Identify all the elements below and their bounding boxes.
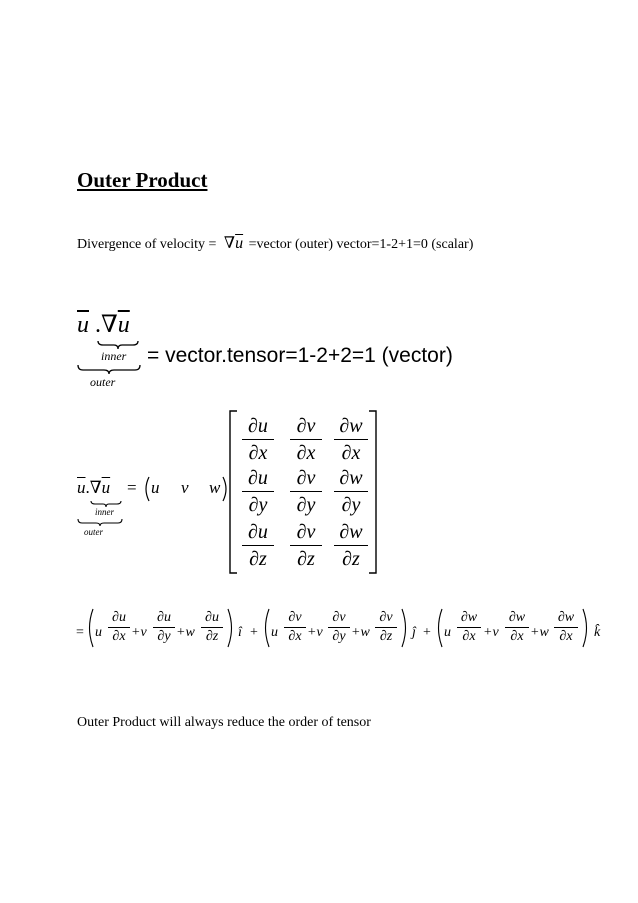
expr1-result: = vector.tensor=1-2+2=1 (vector) [147, 344, 453, 367]
divergence-label: Divergence of velocity = [77, 237, 217, 252]
matrix-left-bracket [228, 410, 238, 574]
plus-sign: + [423, 625, 431, 640]
matrix-cell: ∂w ∂y [334, 468, 368, 515]
coef-u: u [95, 625, 102, 640]
expr2-nabla: ∇ [89, 478, 102, 497]
expr1-inner-label: inner [101, 349, 127, 363]
expr2-outer-label: outer [84, 527, 103, 537]
expr1-nabla: ∇ [101, 312, 118, 338]
group-j-left-paren [262, 608, 270, 648]
matrix-cell: ∂u ∂x [242, 416, 274, 463]
coef-w: +w [530, 625, 549, 640]
group-j-right-paren [401, 608, 409, 648]
expr2-equals: = [127, 478, 137, 497]
matrix-cell: ∂u ∂z [242, 522, 274, 569]
row-vector-v: v [181, 478, 189, 497]
expr1-outer-label: outer [90, 375, 116, 389]
matrix-cell: ∂v ∂x [290, 416, 322, 463]
expansion-fraction: ∂w ∂x [457, 611, 481, 644]
expansion-fraction: ∂w ∂x [554, 611, 578, 644]
coef-w: +w [176, 625, 195, 640]
row-vector-left-paren [142, 476, 150, 502]
conclusion-note: Outer Product will always reduce the order of tensor [77, 715, 371, 730]
group-i-right-paren [227, 608, 235, 648]
matrix-cell: ∂u ∂y [242, 468, 274, 515]
expr1-dot: . [89, 312, 101, 338]
matrix-cell: ∂v ∂y [290, 468, 322, 515]
expansion-fraction: ∂w ∂x [505, 611, 529, 644]
matrix-cell: ∂w ∂z [334, 522, 368, 569]
expansion-fraction: ∂v ∂y [328, 611, 350, 644]
coef-w: +w [351, 625, 370, 640]
unit-vector-k: k̂ [594, 625, 601, 640]
nabla-symbol: ∇ [223, 235, 236, 252]
matrix-cell: ∂w ∂x [334, 416, 368, 463]
row-vector-u: u [151, 478, 160, 497]
expr1-lhs [77, 310, 130, 339]
expr2-inner-label: inner [95, 507, 114, 517]
velocity-vector-u: $\overline{u}$ [235, 235, 244, 252]
matrix-cell: ∂v ∂z [290, 522, 322, 569]
expansion-equals: = [76, 625, 84, 640]
expansion-fraction: ∂v ∂x [284, 611, 306, 644]
row-vector-w: w [209, 478, 221, 497]
coef-v: +v [483, 625, 499, 640]
divergence-line [77, 233, 473, 253]
coef-v: +v [131, 625, 147, 640]
plus-sign: + [250, 625, 258, 640]
coef-u: u [271, 625, 278, 640]
unit-vector-i: î [238, 625, 242, 640]
expr1-u2: $\overline{u}$ [117, 312, 130, 338]
matrix-right-bracket [368, 410, 378, 574]
expr2-u2: $\overline{u}$ [101, 478, 111, 497]
expr2-outer-brace [77, 518, 123, 527]
expr1-outer-brace [77, 364, 141, 375]
expansion-fraction: ∂u ∂x [108, 611, 130, 644]
expansion-fraction: ∂u ∂z [201, 611, 223, 644]
group-k-right-paren [582, 608, 590, 648]
unit-vector-j: ĵ [412, 625, 416, 640]
expr1-u: $\overline{u}$ [77, 312, 89, 338]
group-i-left-paren [86, 608, 94, 648]
page-title: Outer Product [77, 168, 208, 192]
expr2-dot: . [85, 478, 90, 497]
group-k-left-paren [435, 608, 443, 648]
expansion-fraction: ∂v ∂z [375, 611, 397, 644]
expansion-fraction: ∂u ∂y [153, 611, 175, 644]
coef-u: u [444, 625, 451, 640]
divergence-result: =vector (outer) vector=1-2+1=0 (scalar) [248, 237, 474, 252]
expr2-u: $\overline{u}$ [77, 478, 86, 497]
expr2-lhs [77, 478, 110, 498]
coef-v: +v [307, 625, 323, 640]
